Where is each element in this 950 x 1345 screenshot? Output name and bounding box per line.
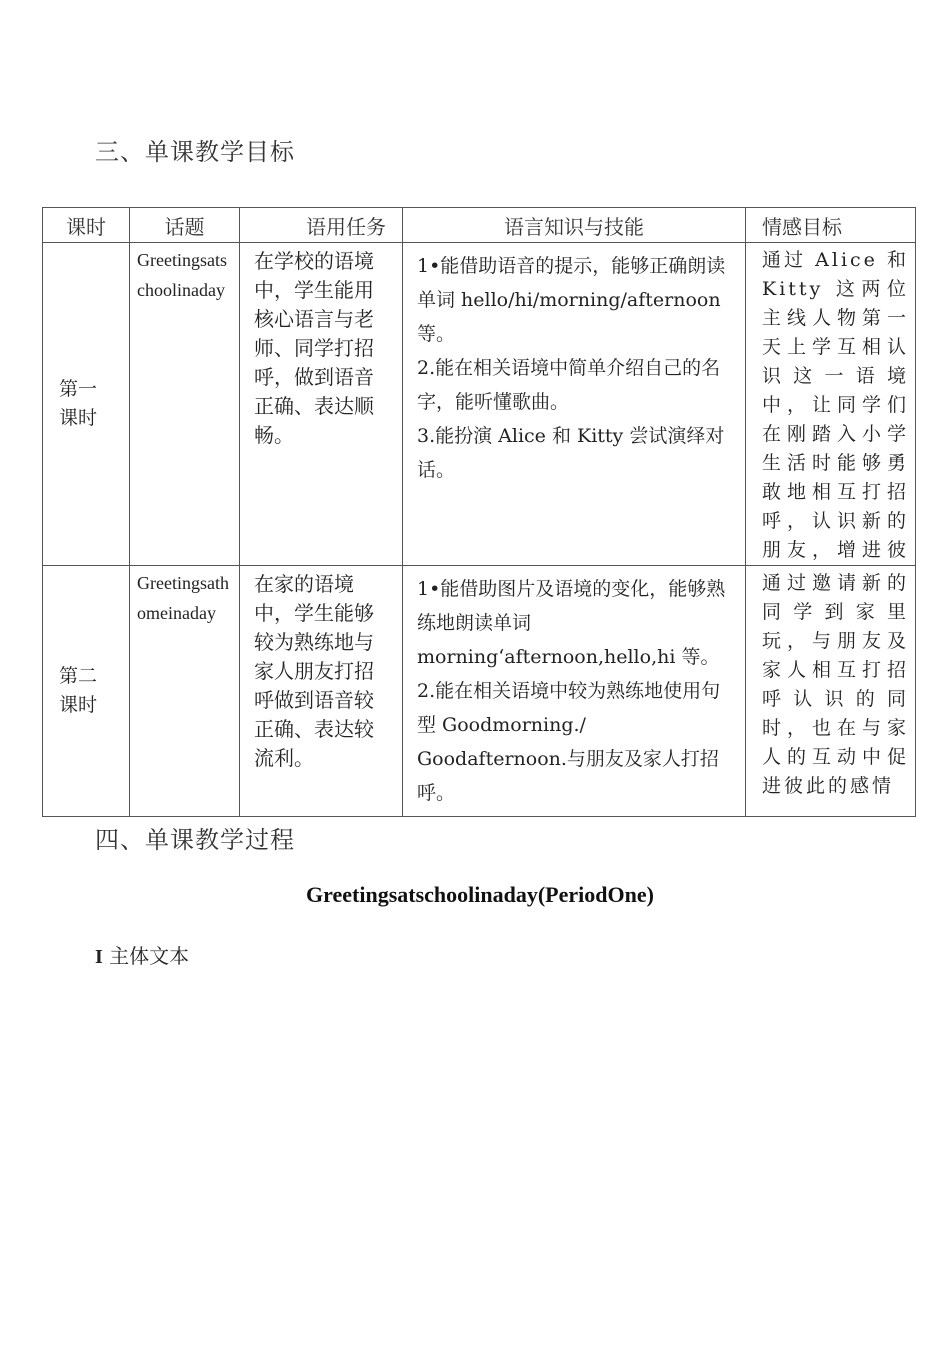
topic-cell: Greetingsathomeinaday <box>137 573 229 623</box>
table-header-row <box>43 208 916 243</box>
period-title: Greetingsatschoolinaday(PeriodOne) <box>306 882 654 907</box>
subsection-numeral: I <box>95 946 103 968</box>
knowledge-item: 2.能在相关语境中较为熟练地使用句型 Goodmorning./ Goodafternoon.与朋友及家人打招呼。 <box>417 680 721 804</box>
header-knowledge: 语言知识与技能 <box>403 208 746 243</box>
lesson-cell: 第二课时 <box>59 665 98 716</box>
emotion-cell: 通过 Alice 和 Kitty 这两位主线人物第一天上学互相认识这一语境中，让同学们在刚踏入小学生活时能够勇敢地相互打招呼，认识新的朋友，增进彼 <box>762 249 909 561</box>
knowledge-item: 1•能借助语音的提示，能够正确朗读单词 hello/hi/morning/afternoon 等。 <box>417 255 726 345</box>
section-3-heading: 三、单课教学目标 <box>95 138 295 166</box>
knowledge-item: 1•能借助图片及语境的变化，能够熟练地朗读单词 morning‘afternoon,hello,hi 等。 <box>417 578 726 668</box>
table-row <box>43 566 916 817</box>
header-emotion: 情感目标 <box>746 208 916 243</box>
lesson-cell: 第一课时 <box>59 378 98 429</box>
knowledge-item: 3.能扮演 Alice 和 Kitty 尝试演绎对话。 <box>417 425 725 481</box>
section-4-heading: 四、单课教学过程 <box>95 826 295 854</box>
emotion-cell: 通过邀请新的同学到家里玩，与朋友及家人相互打招呼认识的同时，也在与家人的互动中促进彼此的感情 <box>762 572 909 797</box>
task-cell: 在家的语境中，学生能够较为熟练地与家人朋友打招呼做到语音较正确、表达较流利。 <box>254 572 374 770</box>
knowledge-cell <box>403 566 745 816</box>
header-lesson: 课时 <box>43 208 130 243</box>
knowledge-item: 2.能在相关语境中简单介绍自己的名字，能听懂歌曲。 <box>417 357 721 413</box>
task-cell: 在学校的语境中，学生能用核心语言与老师、同学打招呼，做到语音正确、表达顺畅。 <box>254 249 374 447</box>
table-row <box>43 243 916 566</box>
teaching-goals-table <box>42 207 916 817</box>
header-topic: 话题 <box>130 208 240 243</box>
knowledge-cell <box>403 243 745 493</box>
topic-cell: Greetingsatschoolinaday <box>137 250 227 300</box>
subsection-heading <box>95 940 189 969</box>
header-task: 语用任务 <box>240 208 403 243</box>
subsection-label: 主体文本 <box>109 944 190 968</box>
